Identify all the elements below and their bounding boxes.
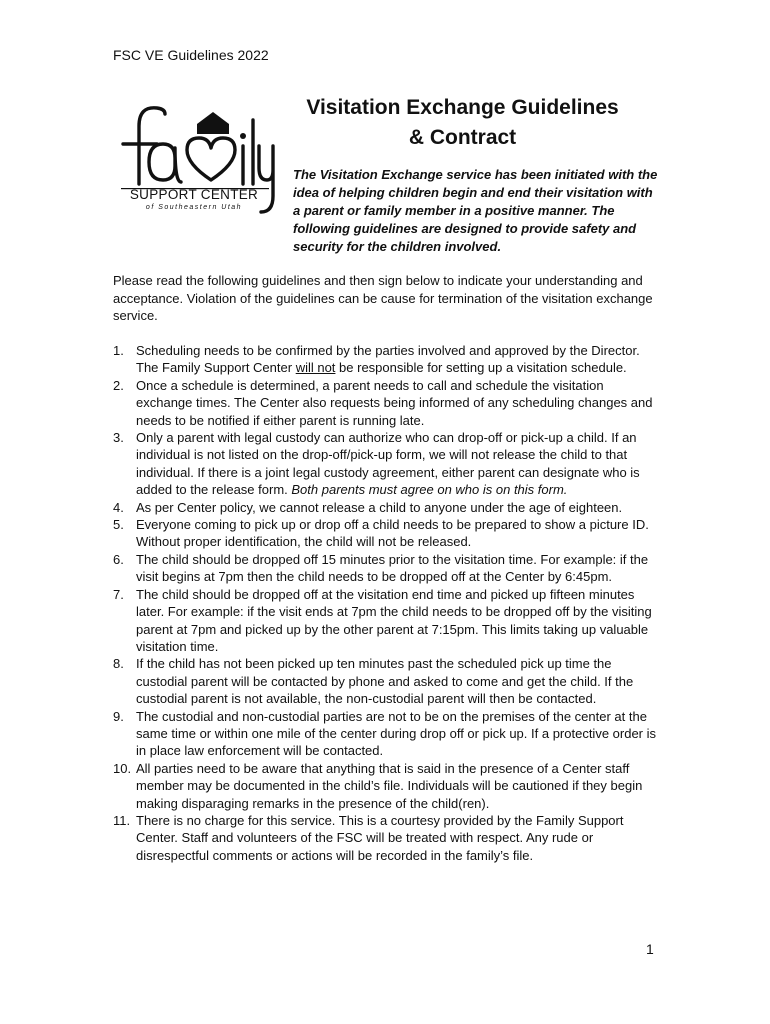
guideline-number: 6. [113,551,124,567]
guideline-item [113,760,661,812]
guideline-number: 1. [113,343,124,358]
guideline-number: 10. [113,760,132,776]
guideline-text: The custodial and non-custodial parties are not to be on the premises of the center at the same time or within one mile of the center during drop off or pick up. If a protective order is in place law enforcement will be contacted. [136,708,657,759]
guideline-number: 11. [113,812,131,828]
guideline-text: As per Center policy, we cannot release a child to anyone under the age of eighteen. [136,499,623,515]
guideline-item [113,551,661,586]
title-line-1: Visitation Exchange Guidelines [306,96,619,119]
guideline-number: 5. [113,517,124,533]
guideline-number: 8. [113,656,124,672]
title-line-2: & Contract [408,126,517,149]
guideline-text: Scheduling needs to be confirmed by the parties involved and approved by the Director. The Family Support Center [136,343,640,376]
guideline-text: There is no charge for this service. This is a courtesy provided by the Family Support Center. Staff and volunteers of the FSC will be treated with respect. Any rude or disrespectful comments or actions will be recorded in the family’s file. [136,812,624,863]
guideline-item [113,655,661,707]
document-header-label: FSC VE Guidelines 2022 [113,47,269,63]
guideline-text: Everyone coming to pick up or drop off a child needs to be prepared to show a picture ID. Without proper identification, the child will not be released. [136,517,649,550]
guideline-item [113,812,661,864]
guideline-item [113,499,661,516]
guideline-number: 3. [113,430,124,446]
family-support-center-logo [113,100,275,220]
logo-location-text: of Southeastern Utah [145,204,243,211]
guideline-text: Once a schedule is determined, a parent needs to call and schedule the visitation exchange times. The Center also requests being informed of any scheduling changes and needs to be notified if either parent is running late. [136,377,653,428]
logo-support-center-text: SUPPORT CENTER [129,187,259,202]
guideline-text: The child should be dropped off 15 minutes prior to the visitation time. For example: if the visit begins at 7pm then the child needs to be dropped off at the Center by 6:45pm. [136,551,649,585]
guideline-text: The child should be dropped off at the visitation end time and picked up fifteen minutes later. For example: if the visit ends at 7pm the child needs to be dropped off by the visiting parent at 7pm and picked up by the other parent at 7:15pm. This limits taking up valuable visitation time. [136,586,652,654]
guideline-item [113,708,661,760]
guideline-number: 4. [113,499,124,515]
guideline-italic-text: Both parents must agree on who is on this form. [291,482,568,498]
guidelines-list [113,342,661,864]
guideline-text: If the child has not been picked up ten minutes past the scheduled pick up time the custodial parent will be contacted by phone and asked to come and get the child. If the custodial parent is not available, the non-custodial parent will then be contacted. [136,656,634,707]
page-number: 1 [646,941,654,957]
guideline-item [113,377,661,429]
guideline-item [113,516,661,551]
guideline-item [113,429,661,499]
guideline-underlined-text: will not [295,360,336,376]
instructions-paragraph: Please read the following guidelines and then sign below to indicate your understanding and acceptance. Violation of the guidelines can be cause for termination of the visitation exchange service. [113,273,653,324]
intro-paragraph: The Visitation Exchange service has been initiated with the idea of helping children begin and end their visitation with a parent or family member in a positive manner. The following guidelines are designed to provide safety and security for the children involved. [293,167,658,254]
guideline-item [113,342,661,377]
guideline-text: be responsible for setting up a visitation schedule. [335,360,627,376]
guideline-text: Only a parent with legal custody can authorize who can drop-off or pick-up a child. If an individual is not listed on the drop-off/pick-up form, we will not release the child to that individual. If there is a joint legal custody agreement, either parent can designate who is added to the release form. [136,430,640,498]
guideline-text: All parties need to be aware that anything that is said in the presence of a Center staff member may be documented in the child’s file. Individuals will be cautioned if they begin making disparaging remarks in the presence of the child(ren). [136,760,643,811]
guideline-item [113,586,661,656]
guideline-number: 2. [113,377,124,393]
document-title [290,93,635,153]
guideline-number: 7. [113,586,124,602]
guideline-number: 9. [113,708,124,724]
